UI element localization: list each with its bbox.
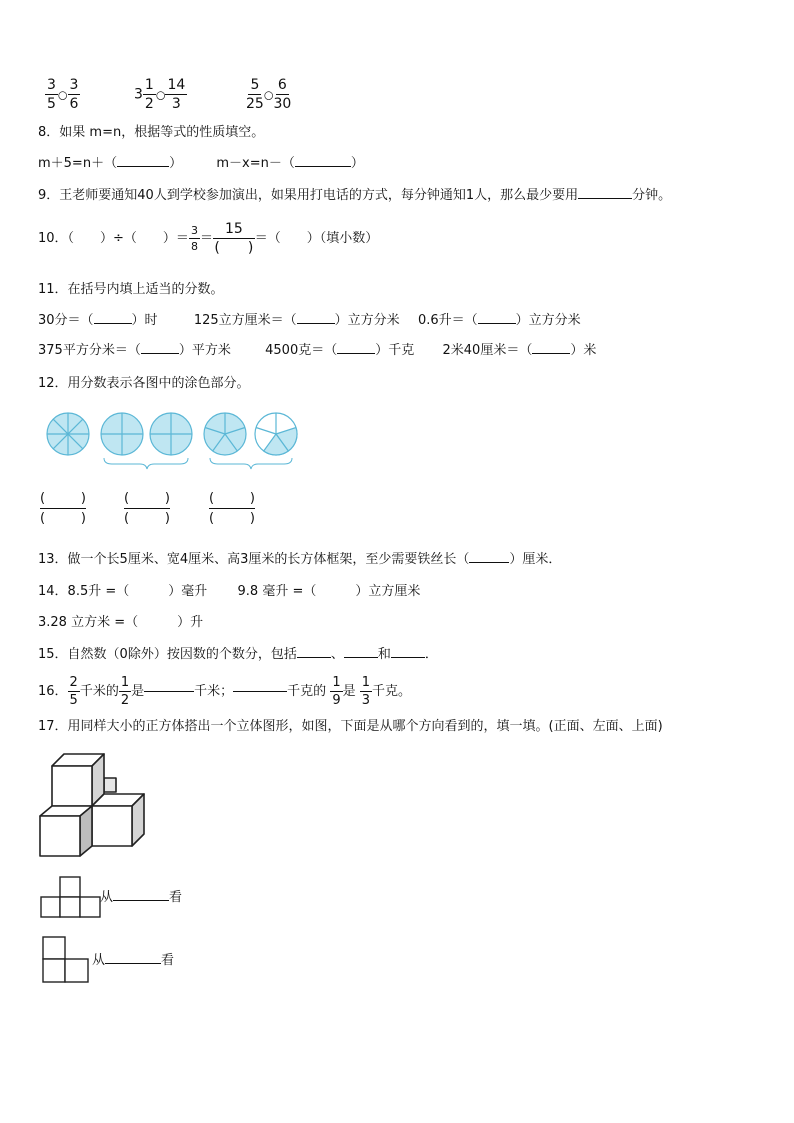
q16-question: 16． $\frac{2}{5}$ 千米的 $\frac{1}{2}$ 是 千米； 千克的 $\frac{1}{9}$ 是 $\frac{1}{3}$ 千克。 [38,675,412,708]
q9-question: 9．王老师要通知40人到学校参加演出，如果用打电话的方式，每分钟通知1人，那么最少要用 分钟。 [38,188,672,203]
q7-item-1 [45,78,80,111]
fraction: $\frac{1}{3}$ [361,675,371,708]
answer-blank[interactable] [469,562,509,563]
q12-answer-3[interactable]: ( ) ( ) [209,491,255,526]
answer-blank[interactable] [233,691,287,692]
answer-blank[interactable] [478,323,516,324]
circle-figure-eighths [47,413,89,455]
q7-item-3 [246,78,291,111]
answer-blank[interactable] [578,198,632,199]
answer-blank[interactable] [113,900,169,901]
answer-blank[interactable] [94,323,132,324]
fraction: $\frac{3}{8}$ [190,224,198,253]
q11-row-2: 375平方分米＝（ ）平方米 4500克＝（ ）千克 2米40厘米＝（ ）米 [38,343,597,358]
view-answer-2: 从 看 [92,953,175,968]
q17-question: 17．用同样大小的正方体搭出一个立体图形，如图，下面是从哪个方向看到的，填一填。(正面、左面、上面) [38,719,663,734]
q12-answer-2[interactable]: ( ) ( ) [124,491,170,526]
answer-blank[interactable] [144,691,194,692]
brace-left [104,458,188,469]
q12-title: 12．用分数表示各图中的涂色部分。 [38,376,250,391]
view-answer-1: 从 看 [100,890,183,905]
cube-figure [36,748,150,862]
q8-question: 8．如果 m=n，根据等式的性质填空。 [38,125,265,140]
circle-figure-fifths-a [204,413,246,455]
fraction: $\frac{3}{6}$ [69,77,79,112]
q11-title: 11．在括号内填上适当的分数。 [38,282,224,297]
answer-blank[interactable] [391,657,425,658]
q12-figures [40,408,310,472]
view-figure-2 [42,936,90,984]
fraction: $\frac{15}{( )}$ [214,221,254,256]
view-figure-1 [40,876,102,918]
q11-row-1: 30分＝（ ）时 125立方厘米＝（ ）立方分米 0.6升＝（ ）立方分米 [38,313,581,328]
fraction: $\frac{1}{9}$ [332,675,341,708]
fraction: $\frac{2}{5}$ [69,675,78,708]
answer-blank[interactable] [105,963,161,964]
answer-blank[interactable] [337,353,375,354]
answer-blank[interactable] [141,353,179,354]
compare-circle: ○ [155,88,166,102]
fraction: $\frac{1}{2}$ [120,675,130,708]
fraction: $\frac{1}{2}$ [144,77,154,112]
circle-figure-fifths-b [255,413,297,455]
q12-answer-1[interactable]: ( ) ( ) [40,491,86,526]
fraction: $\frac{14}{3}$ [167,77,186,112]
answer-blank[interactable] [295,166,351,167]
compare-circle: ○ [57,88,68,102]
answer-blank[interactable] [297,323,335,324]
answer-blank[interactable] [344,657,378,658]
q14-line-2: 3.28 立方米 =（ ）升 [38,615,204,630]
fraction: $\frac{3}{5}$ [47,77,56,112]
q15-question: 15．自然数（0除外）按因数的个数分，包括 、 和 ． [38,647,438,662]
q10-question: 10．（ ）÷（ ）＝ $\frac{3}{8}$ ＝ $\frac{15}{( )}$ ＝（ ）（填小数） [38,221,379,256]
brace-right [210,458,292,469]
answer-blank[interactable] [117,166,169,167]
circle-figure-quarters-a [101,413,143,455]
compare-circle: ○ [263,88,274,102]
answer-blank[interactable] [297,657,331,658]
q13-question: 13．做一个长5厘米、宽4厘米、高3厘米的长方体框架，至少需要铁丝长（ ）厘米． [38,552,562,567]
circle-figure-quarters-b [150,413,192,455]
fraction: $\frac{5}{25}$ [246,77,264,112]
fraction: $\frac{6}{30}$ [273,77,292,112]
q7-item-2: 3 $\frac{1}{2}$ ○ $\frac{14}{3}$ [134,77,186,112]
answer-blank[interactable] [532,353,570,354]
q8-line: m＋5=n＋（ ） m－x=n－（ ） [38,156,364,171]
q14-line-1: 14．8.5升 =（ ）毫升 9.8 毫升 =（ ）立方厘米 [38,584,421,599]
